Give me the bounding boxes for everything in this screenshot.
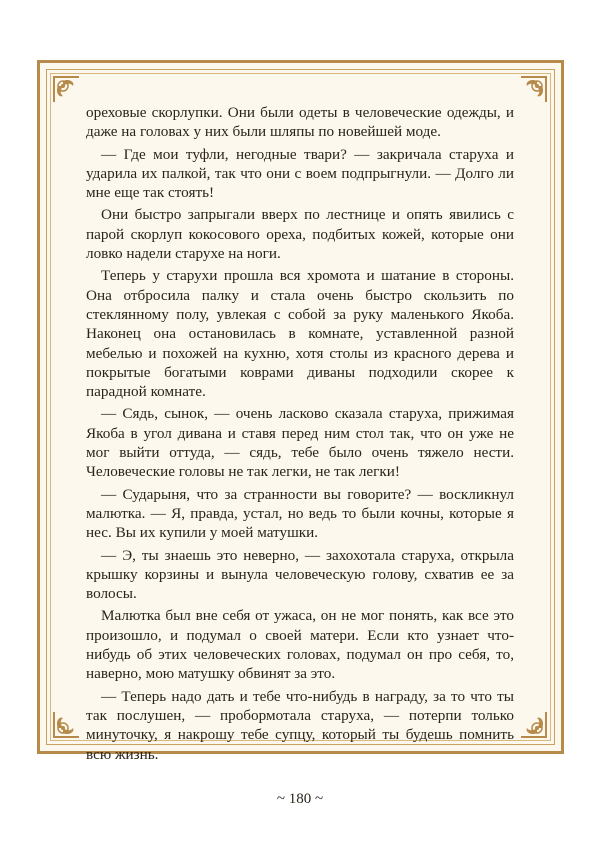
paragraph: Они быстро запрыгали вверх по лестнице и опять явились с парой скорлуп кокосового ореха, подбитых кожей, которые они ловко надели старухе на ноги.	[86, 206, 514, 263]
corner-ornament-icon	[519, 710, 549, 740]
page-number: ~ 180 ~	[276, 791, 324, 807]
corner-ornament-icon	[51, 710, 81, 740]
paragraph: — Сядь, сынок, — очень ласково сказала старуха, прижимая Якоба в угол дивана и ставя перед ним стол так, что он уже не мог выйти оттуда, — сядь, тебе было очень тяжело нести. Человеческие головы не так легки, не так легки!	[86, 405, 514, 481]
paragraph: — Э, ты знаешь это неверно, — захохотала старуха, открыла крышку корзины и вынула человеческую голову, схватив ее за волосы.	[86, 546, 514, 603]
paragraph: — Теперь надо дать и тебе что-нибудь в награду, за то что ты так послушен, — пробормотала старуха, — потерпи только минуточку, я накрошу тебе супцу, который ты будешь помнить всю жизнь.	[86, 687, 514, 763]
corner-ornament-icon	[519, 74, 549, 104]
corner-ornament-icon	[51, 74, 81, 104]
paragraph: — Сударыня, что за странности вы говорите? — воскликнул малютка. — Я, правда, устал, но ведь то были кочны, которые я нес. Вы их купили у моей матушки.	[86, 485, 514, 542]
paragraph: Малютка был вне себя от ужаса, он не мог понять, как все это произошло, и подумал о своей матери. Если кто узнает что-нибудь об этих человеческих головах, подумал он про себя, то, наверно, мою матушку обвинят за это.	[86, 607, 514, 683]
paragraph: Теперь у старухи прошла вся хромота и шатание в стороны. Она отбросила палку и стала очень быстро скользить по стеклянному полу, увлекая с собой за руку маленького Якоба. Наконец она остановилась в комнате, уставленной разной мебелью и похожей на кухню, хотя столы из красного дерева и покрытые богатыми коврами диваны подходили скорее к парадной комнате.	[86, 267, 514, 401]
paragraph: — Где мои туфли, негодные твари? — закричала старуха и ударила их палкой, так что они с воем подпрыгнули. — Долго ли мне еще так стоять!	[86, 145, 514, 202]
paragraph: ореховые скорлупки. Они были одеты в человеческие одежды, и даже на головах у них были шляпы по новейшей моде.	[86, 104, 514, 141]
body-text	[86, 103, 514, 767]
